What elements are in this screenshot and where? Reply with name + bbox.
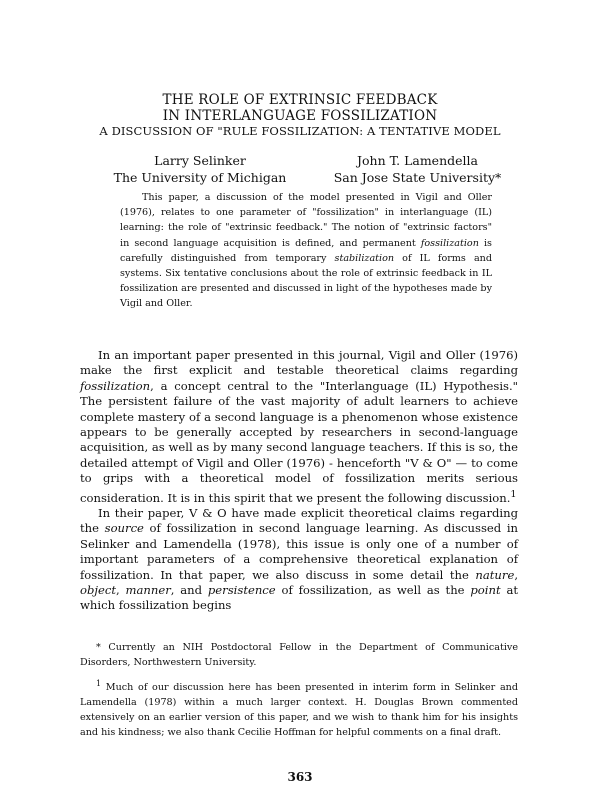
body-term: manner [125, 582, 171, 597]
author-name: John T. Lamendella [357, 153, 478, 168]
title-line-2: IN INTERLANGUAGE FOSSILIZATION [162, 108, 438, 124]
author-affiliation: San Jose State University* [333, 170, 502, 185]
author-1 [100, 152, 300, 186]
abstract-paragraph [120, 190, 492, 312]
abstract-text: of IL forms and systems. Six tentative conclusions about the role of extrinsic feedback in IL fossilization are presented and discussed in light of the hypotheses made by Vigil and Oller. [120, 252, 492, 310]
subtitle: A DISCUSSION OF "RULE FOSSILIZATION: A TENTATIVE MODEL [99, 124, 501, 138]
body-text-run: In an important paper presented in this journal, Vigil and Oller (1976) make the first explicit and testable theoretical claims regarding [80, 348, 518, 378]
footnote-mark: * [96, 642, 101, 653]
footnote-mark: 1 [96, 679, 102, 688]
body-text-run: of fossilization, as well as the [275, 582, 471, 597]
abstract [120, 190, 492, 312]
body-text-run: , [116, 582, 126, 597]
body-text-run: , and [170, 582, 208, 597]
title-block [0, 92, 600, 139]
author-affiliation: The University of Michigan [113, 170, 287, 185]
abstract-text: is carefully distinguished from temporary [120, 237, 492, 264]
body-paragraph-2 [80, 506, 518, 614]
body-paragraph-1 [80, 348, 518, 506]
body-term: object [80, 582, 117, 597]
author-2 [305, 152, 530, 186]
body-text-run: of fossilization in second language learning. As discussed in Selinker and Lamendella (1978), this issue is only one of a number of important parameters of a comprehensive theoretical explanation of fossilization. In that paper, we also discuss in some detail the [80, 521, 518, 582]
abstract-text: This paper, a discussion of the model presented in Vigil and Oller (1976), relates to one parameter of "fossilization" in interlanguage (IL) learning: the role of "extrinsic feedback." The notion of "extrinsic factors" in second language acquisition is defined, and permanent [120, 192, 492, 249]
body-text-run: , [514, 567, 518, 582]
abstract-term: stabilization [334, 252, 395, 264]
body-text-run: at which fossilization begins [80, 582, 519, 613]
body-text-run: In their paper, V & O have made explicit theoretical claims regarding the [80, 505, 518, 536]
body-text-run: , a concept central to the "Interlanguage (IL) Hypothesis." The persistent failure of the vast majority of adult learners to achieve complete mastery of a second language is a phenomenon whose existence appears to be generally accepted by researchers in second-language acquisition, as well as by many second language teachers. If this is so, the detailed attempt of Vigil and Oller (1976) - henceforth "V & O" — to come to grips with a theoretical model of fossilization merits serious consideration. It is in this spirit that we present the following discussion. [80, 378, 518, 505]
body-text [80, 348, 518, 614]
page-number: 363 [287, 770, 313, 784]
footnotes [80, 640, 518, 746]
body-term: nature [475, 567, 515, 582]
author-name: Larry Selinker [154, 153, 246, 168]
abstract-term: fossilization [420, 237, 479, 249]
footnote-1 [80, 640, 518, 670]
title-line-1: THE ROLE OF EXTRINSIC FEEDBACK [162, 92, 438, 108]
body-term: point [470, 582, 501, 597]
footnote-text: Currently an NIH Postdoctoral Fellow in the Department of Communicative Disorders, Northwestern University. [80, 642, 518, 668]
footnote-2 [80, 676, 518, 740]
body-term: fossilization [80, 378, 151, 393]
footnote-text: Much of our discussion here has been presented in interim form in Selinker and Lamendella (1978) within a much larger context. H. Douglas Brown commented extensively on an earlier version of this paper, and we wish to thank him for his insights and his kindness; we also thank Cecilie Hoffman for helpful comments on a final draft. [80, 682, 518, 739]
body-term: persistence [207, 582, 276, 597]
body-term: source [104, 521, 144, 536]
footnote-reference: 1 [510, 488, 517, 500]
